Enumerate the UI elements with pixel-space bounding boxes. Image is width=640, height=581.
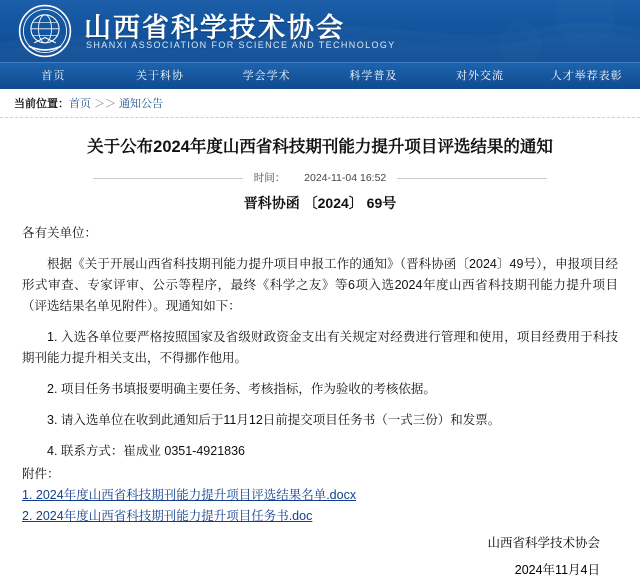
nav-item-science-popularization[interactable]: 科学普及 [349, 70, 398, 82]
page-title: 关于公布2024年度山西省科技期刊能力提升项目评选结果的通知 [87, 138, 553, 156]
breadcrumb-current[interactable]: 通知公告 [119, 98, 163, 110]
main-navigation[interactable] [0, 62, 640, 89]
attachment-link-1[interactable]: 1. 2024年度山西省科技期刊能力提升项目评选结果名单.docx [22, 488, 357, 502]
meta-rule-left [93, 178, 243, 179]
site-header [0, 0, 640, 62]
nav-item-home[interactable]: 首页 [41, 70, 66, 82]
paragraph-2: 1. 入选各单位要严格按照国家及省级财政资金支出有关规定对经费进行管理和使用，项目经费用于科技期刊能力提升相关支出，不得挪作他用。 [22, 330, 618, 365]
salutation: 各有关单位： [22, 226, 98, 240]
paragraph-5: 4. 联系方式：崔成业 0351-4921836 [47, 444, 246, 458]
sign-date: 2024年11月4日 [514, 563, 600, 577]
org-subtitle: SHANXI ASSOCIATION FOR SCIENCE AND TECHNOLOGY [86, 40, 396, 50]
nav-item-academic[interactable]: 学会学术 [242, 70, 291, 82]
breadcrumb-link-home[interactable]: 首页 [69, 98, 91, 110]
article-meta [22, 170, 618, 185]
attachment-link-2[interactable]: 2. 2024年度山西省科技期刊能力提升项目任务书.doc [22, 509, 313, 523]
attachment-list [22, 485, 618, 527]
breadcrumb-separator: ＞＞ [94, 98, 116, 110]
meta-time-label: 时间： [253, 172, 286, 184]
signer-name: 山西省科学技术协会 [487, 536, 600, 550]
article-body [0, 134, 640, 581]
org-title: 山西省科学技术协会 [84, 13, 345, 43]
paragraph-4: 3. 请入选单位在收到此通知后于11月12日前提交项目任务书（一式三份）和发票。 [47, 413, 501, 427]
globe-emblem-icon [18, 4, 72, 58]
nav-item-foreign-exchange[interactable]: 对外交流 [456, 70, 505, 82]
document-number: 晋科协函 〔2024〕 69号 [243, 195, 397, 211]
meta-timestamp: 2024-11-04 16:52 [304, 172, 387, 184]
nav-item-about[interactable]: 关于科协 [136, 70, 184, 82]
attachment-label: 附件： [22, 467, 60, 481]
paragraph-1: 根据《关于开展山西省科技期刊能力提升项目申报工作的通知》（晋科协函〔2024〕49号），申报项目经形式审查、专家评审、公示等程序，最终《科学之友》等6项入选2024年度山西省科技期刊能力提升项目（评选结果名单见附件）。现通知如下： [22, 257, 618, 313]
breadcrumb-prefix: 当前位置： [14, 98, 69, 110]
nav-item-talent-recommendation[interactable]: 人才举荐表彰 [550, 70, 623, 82]
paragraph-3: 2. 项目任务书填报要明确主要任务、考核指标，作为验收的考核依据。 [47, 382, 436, 396]
breadcrumb [0, 89, 640, 118]
meta-rule-right [397, 178, 547, 179]
